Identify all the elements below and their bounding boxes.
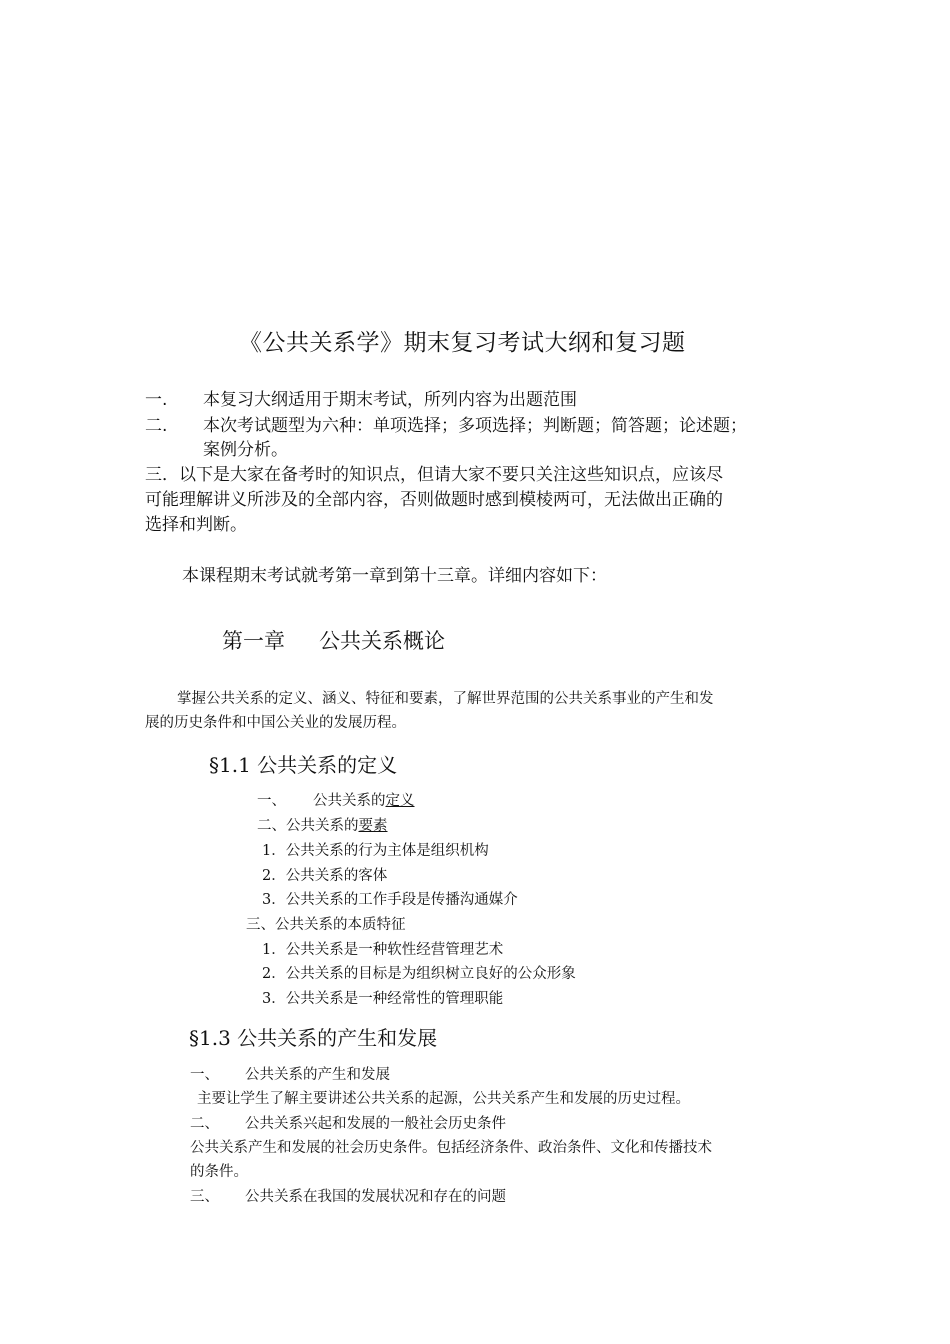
intro-item-2-number: 二.	[145, 416, 168, 436]
chapter-number: 第一章	[222, 629, 285, 653]
sec13-item-2-text: 公共关系兴起和发展的一般社会历史条件	[245, 1116, 506, 1132]
chapter-summary-line2: 展的历史条件和中国公关业的发展历程。	[145, 715, 406, 731]
chapter-title: 公共关系概论	[319, 629, 445, 653]
sec13-item-2-desc-line2: 的条件。	[190, 1164, 248, 1180]
definition-link[interactable]: 定义	[385, 793, 415, 809]
intro-item-2-text-line1: 本次考试题型为六种：单项选择；多项选择；判断题；简答题；论述题；	[203, 416, 747, 436]
intro-item-1-text: 本复习大纲适用于期末考试，所列内容为出题范围	[203, 390, 577, 410]
intro-item-1-number: 一.	[145, 390, 168, 410]
sec11-item-2-sub-2: 2．公共关系的客体	[262, 868, 388, 884]
intro-item-3-line1: 三．以下是大家在备考时的知识点，但请大家不要只关注这些知识点，应该尽	[145, 465, 723, 485]
sec11-item-3: 三、公共关系的本质特征	[246, 917, 406, 933]
sec11-item-1-prefix: 公共关系的	[313, 793, 386, 809]
sec11-item-3-sub-3: 3．公共关系是一种经常性的管理职能	[262, 991, 504, 1007]
intro-item-3-line2: 可能理解讲义所涉及的全部内容，否则做题时感到模棱两可，无法做出正确的	[145, 490, 723, 510]
sec13-item-2-desc-line1: 公共关系产生和发展的社会历史条件。包括经济条件、政治条件、文化和传播技术	[190, 1140, 712, 1156]
sec11-item-1	[313, 789, 415, 810]
sec11-item-2-prefix: 二、公共关系的	[257, 818, 359, 834]
document-title: 《公共关系学》期末复习考试大纲和复习题	[239, 330, 686, 356]
exam-scope-note: 本课程期末考试就考第一章到第十三章。详细内容如下：	[182, 566, 607, 586]
sec11-item-3-sub-1: 1．公共关系是一种软性经营管理艺术	[262, 942, 504, 958]
chapter-summary-line1: 掌握公共关系的定义、涵义、特征和要素，了解世界范围的公共关系事业的产生和发	[177, 691, 714, 707]
sec11-item-2-sub-3: 3．公共关系的工作手段是传播沟通媒介	[262, 892, 518, 908]
intro-item-2-text-line2: 案例分析。	[203, 440, 288, 460]
section-1-1-heading: §1.1 公共关系的定义	[209, 753, 398, 777]
sec13-item-2-number: 二、	[190, 1116, 219, 1132]
sec11-item-2	[257, 814, 388, 835]
section-1-3-heading: §1.3 公共关系的产生和发展	[189, 1026, 438, 1050]
sec11-item-2-sub-1: 1．公共关系的行为主体是组织机构	[262, 843, 489, 859]
sec13-item-1-text: 公共关系的产生和发展	[245, 1067, 390, 1083]
sec13-item-3-text: 公共关系在我国的发展状况和存在的问题	[245, 1189, 506, 1205]
sec11-item-1-number: 一、	[257, 793, 286, 809]
sec13-item-3-number: 三、	[190, 1189, 219, 1205]
sec13-item-1-number: 一、	[190, 1067, 219, 1083]
elements-link[interactable]: 要素	[358, 818, 388, 834]
intro-item-3-line3: 选择和判断。	[145, 515, 247, 535]
sec13-item-1-desc: 主要让学生了解主要讲述公共关系的起源，公共关系产生和发展的历史过程。	[197, 1091, 690, 1107]
sec11-item-3-sub-2: 2．公共关系的目标是为组织树立良好的公众形象	[262, 966, 576, 982]
